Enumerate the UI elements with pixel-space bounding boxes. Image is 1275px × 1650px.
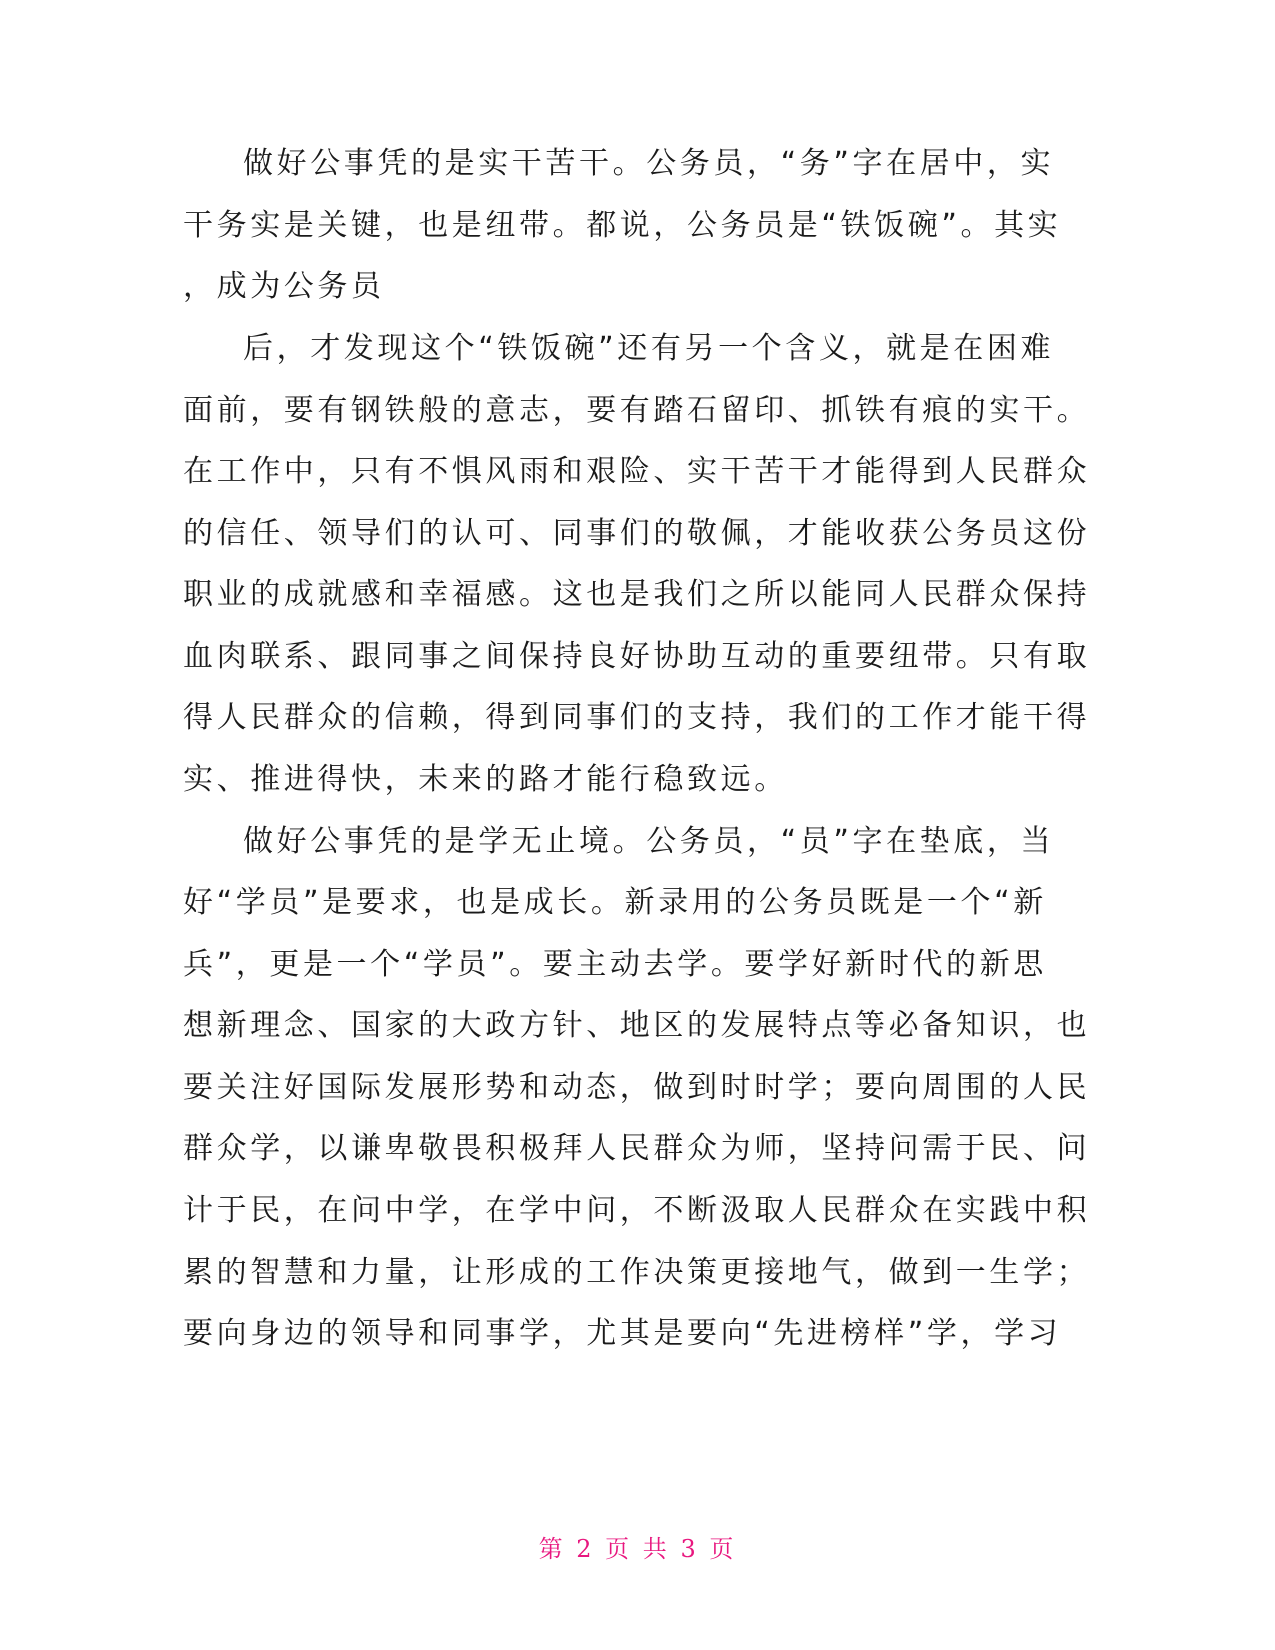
paragraph-3-line-3: 兵”，更是一个“学员”。要主动去学。要学好新时代的新思 xyxy=(183,947,1047,982)
paragraph-3-line-8: 累的智慧和力量，让形成的工作决策更接地气，做到一生学； xyxy=(183,1255,1091,1290)
paragraph-2-line-7: 得人民群众的信赖，得到同事们的支持，我们的工作才能干得 xyxy=(183,700,1091,735)
paragraph-1-line-3: ，成为公务员 xyxy=(183,269,385,304)
paragraph-3-line-1: 做好公事凭的是学无止境。公务员，“员”字在垫底，当 xyxy=(243,824,1055,859)
paragraph-1-line-2: 干务实是关键，也是纽带。都说，公务员是“铁饭碗”。其实 xyxy=(183,208,1062,243)
paragraph-3-line-5: 要关注好国际发展形势和动态，做到时时学；要向周围的人民 xyxy=(183,1070,1091,1105)
paragraph-2-line-3: 在工作中，只有不惧风雨和艰险、实干苦干才能得到人民群众 xyxy=(183,454,1091,489)
paragraph-3-line-7: 计于民，在问中学，在学中问，不断汲取人民群众在实践中积 xyxy=(183,1193,1091,1228)
paragraph-2-line-6: 血肉联系、跟同事之间保持良好协助互动的重要纽带。只有取 xyxy=(183,639,1091,674)
paragraph-2-line-8: 实、推进得快，未来的路才能行稳致远。 xyxy=(183,762,788,797)
paragraph-1-line-1: 做好公事凭的是实干苦干。公务员，“务”字在居中，实 xyxy=(243,146,1055,181)
paragraph-2-line-2: 面前，要有钢铁般的意志，要有踏石留印、抓铁有痕的实干。 xyxy=(183,393,1091,428)
page-number-footer: 第 2 页 共 3 页 xyxy=(538,1535,737,1563)
paragraph-2-line-4: 的信任、领导们的认可、同事们的敬佩，才能收获公务员这份 xyxy=(183,516,1091,551)
paragraph-3-line-4: 想新理念、国家的大政方针、地区的发展特点等必备知识，也 xyxy=(183,1008,1091,1043)
paragraph-2-line-5: 职业的成就感和幸福感。这也是我们之所以能同人民群众保持 xyxy=(183,577,1091,612)
paragraph-3-line-2: 好“学员”是要求，也是成长。新录用的公务员既是一个“新 xyxy=(183,885,1047,920)
paragraph-3-line-9: 要向身边的领导和同事学，尤其是要向“先进榜样”学，学习 xyxy=(183,1316,1062,1351)
paragraph-2-line-1: 后，才发现这个“铁饭碗”还有另一个含义，就是在困难 xyxy=(243,331,1055,366)
paragraph-3-line-6: 群众学，以谦卑敬畏积极拜人民群众为师，坚持问需于民、问 xyxy=(183,1131,1091,1166)
